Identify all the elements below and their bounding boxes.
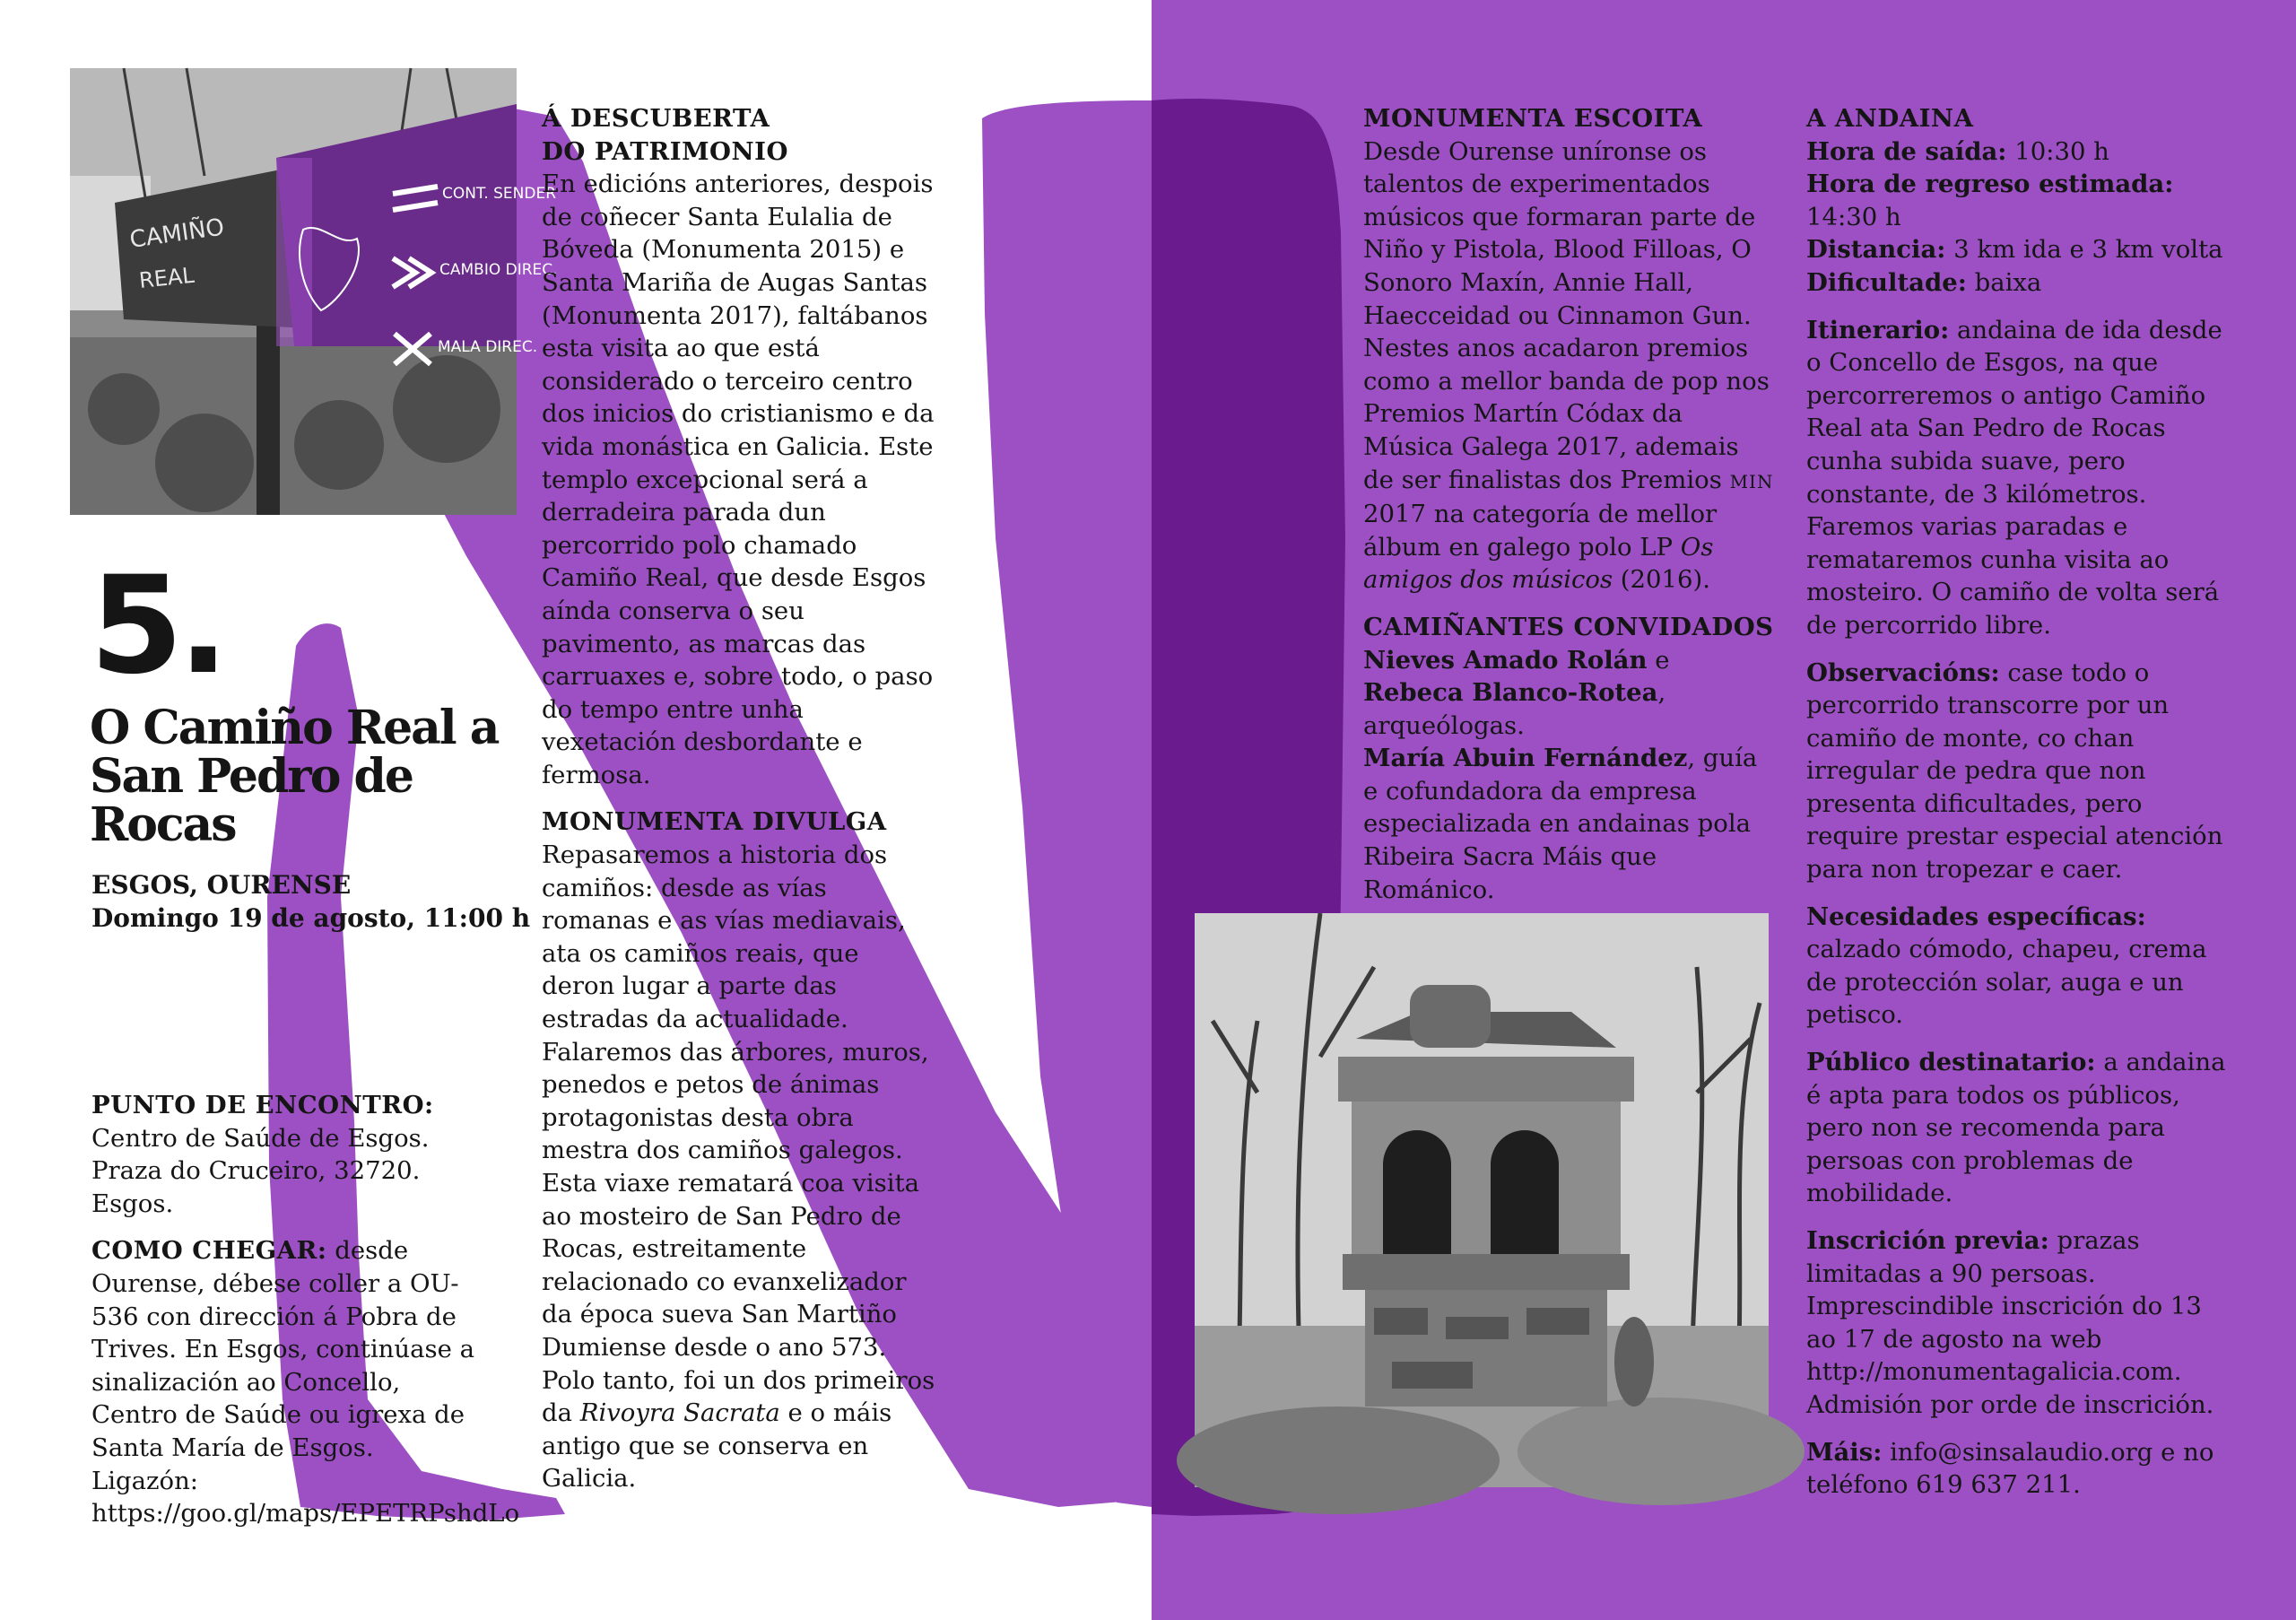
distance-value: 3 km ida e 3 km volta [1945, 235, 2223, 265]
signpost-illustration [70, 68, 558, 515]
directions [91, 1234, 520, 1529]
sign-text-camino: CAMIÑO [127, 213, 226, 254]
discovery-heading-1: Á DESCUBERTA [542, 104, 770, 133]
heritage-column [542, 102, 936, 1510]
more-info [1806, 1436, 2228, 1502]
guests-section [1363, 611, 1776, 906]
practical-info-column [91, 1089, 520, 1545]
signpost-photo [70, 68, 558, 515]
sign-text-mala: MALA DIREC. [438, 338, 538, 356]
event-date: Domingo 19 de agosto, 11:00 h [91, 903, 531, 933]
registration-text: prazas limitadas a 90 persoas. Imprescindible inscrición do 13 ao 17 de agosto na web http://monumentagalicia.com. Admisión por orde de inscrición. [1806, 1226, 2214, 1419]
divulga-italic: Rivoyra Sacrata [579, 1398, 780, 1428]
guest-role-1: , arqueólogas. [1363, 678, 1666, 740]
observations [1806, 657, 2228, 886]
itinerary-label: Itinerario: [1806, 315, 1950, 344]
guest-name-2: Rebeca Blanco-Rotea [1363, 678, 1658, 708]
guest-name-1: Nieves Amado Rolán [1363, 645, 1648, 675]
difficulty-value: baixa [1966, 267, 2042, 297]
difficulty-label: Dificultade: [1806, 267, 1967, 297]
divulga-text-2: e o máis antigo que se conserva en Galicia. [542, 1398, 892, 1494]
guest-role-2: , guía e cofundadora da empresa especializada en andainas pola Ribeira Sacra Máis que Románico. [1363, 744, 1758, 904]
divulga-text-1: Repasaremos a historia dos camiños: desde as vías romanas e as vías mediavais, ata os camiños reais, que deron lugar a parte das estradas da actualidade. Falaremos das árbores, muros, penedos e petos de ánimas protagonistas desta obra mestra dos camiños galegos. Esta viaxe rematará coa visita ao mosteiro de San Pedro de Rocas, estreitamente relacionado co evanxelizador da época sueva San Martiño Dumiense desde o ano 573. Polo tanto, foi un dos primeiros da [542, 840, 935, 1428]
itinerary-text: andaina de ida desde o Concello de Esgos, na que percorreremos o antigo Camiño Real ata San Pedro de Rocas cunha subida suave, pero constante, de 3 kilómetros. Faremos varias paradas e remataremos cunha visita ao mosteiro. O camiño de volta será de percorrido libre. [1806, 315, 2222, 640]
event-location: ESGOS, OURENSE [91, 870, 352, 900]
escoita-italic: Os amigos dos músicos [1363, 532, 1714, 595]
monument-photo [1195, 913, 1769, 1487]
itinerary [1806, 314, 2228, 642]
observations-text: case todo o percorrido transcorre por un camiño de monte, co chan irregular de pedra que non presenta dificultades, pero require prestar especial atención para non tropezar e caer. [1806, 658, 2223, 884]
needs-label: Necesidades específicas: [1806, 901, 2146, 931]
music-column [1363, 102, 1776, 920]
return-label: Hora de regreso estimada: [1806, 170, 2174, 199]
meeting-point [91, 1089, 486, 1220]
observations-label: Observacións: [1806, 658, 2000, 687]
monument-illustration [1195, 913, 1769, 1487]
divulga-section [542, 806, 936, 1494]
audience-text: a andaina é apta para todos os públicos, pero non se recomenda para persoas con problemas de mobilidade. [1806, 1048, 2226, 1208]
divulga-heading: MONUMENTA DIVULGA [542, 807, 887, 837]
audience [1806, 1046, 2228, 1210]
guest-and: e [1647, 645, 1670, 675]
needs-text: calzado cómodo, chapeu, crema de protección solar, auga e un petisco. [1806, 935, 2207, 1030]
more-label: Máis: [1806, 1437, 1883, 1467]
discovery-text: En edicións anteriores, despois de coñecer Santa Eulalia de Bóveda (Monumenta 2015) e Santa Mariña de Augas Santas (Monumenta 2017), faltábanos esta visita ao que está considerado o terceiro centro dos inicios do cristianismo e da vida monástica en Galicia. Este templo excepcional será a derradeira parada dun percorrido polo chamado Camiño Real, que desde Esgos aínda conserva o seu pavimento, as marcas das carruaxes e, sobre todo, o paso do tempo entre unha vexetación desbordante e fermosa. [542, 170, 935, 789]
audience-label: Público destinatario: [1806, 1048, 2096, 1077]
meeting-text: Centro de Saúde de Esgos. Praza do Cruceiro, 32720. Esgos. [91, 1123, 430, 1218]
event-details [91, 868, 530, 935]
andaina-heading: A ANDAINA [1806, 104, 1974, 133]
event-title: O Camiño Real a San Pedro de Rocas [90, 701, 499, 852]
escoita-text-1: Desde Ourense uníronse os talentos de experimentados músicos que formaran parte de Niño y Pistola, Blood Filloas, O Sonoro Maxín, Annie Hall, Haecceidad ou Cinnamon Gun. Nestes anos acadaron premios como a mellor banda de pop nos Premios Martín Códax da Música Galega 2017, ademais de ser finalistas dos Premios [1363, 136, 1770, 494]
escoita-min: MIN [1729, 470, 1774, 492]
meeting-label: PUNTO DE ENCONTRO: [91, 1091, 434, 1119]
sign-text-cont: CONT. SENDER [442, 185, 557, 203]
registration [1806, 1224, 2228, 1422]
more-text: info@sinsalaudio.org e no teléfono 619 637 211. [1806, 1437, 2214, 1500]
andaina-summary [1806, 102, 2228, 300]
directions-text: desde Ourense, débese coller a OU-536 con dirección á Pobra de Trives. En Esgos, continúase a sinalización ao Concello, Centro de Saúde ou igrexa de Santa María de Esgos. Ligazón: https://goo.gl/maps/EPETRPshdLo [91, 1236, 520, 1529]
departure-label: Hora de saída: [1806, 136, 2007, 166]
distance-label: Distancia: [1806, 235, 1946, 265]
sign-text-cambio: CAMBIO DIREC. [439, 261, 558, 279]
return-value: 14:30 h [1806, 202, 1901, 231]
escoita-text-2: 2017 na categoría de mellor álbum en galego polo LP [1363, 500, 1718, 562]
escoita-text-3: (2016). [1613, 565, 1710, 595]
escoita-heading: MONUMENTA ESCOITA [1363, 104, 1703, 133]
directions-label: COMO CHEGAR: [91, 1236, 327, 1266]
andaina-column [1806, 102, 2228, 1516]
sign-text-real: REAL [137, 262, 196, 293]
escoita-section [1363, 102, 1776, 597]
registration-label: Inscrición previa: [1806, 1226, 2049, 1255]
discovery-section [542, 102, 936, 791]
event-number: 5. [90, 548, 224, 704]
needs [1806, 901, 2228, 1032]
discovery-heading-2: DO PATRIMONIO [542, 136, 788, 166]
guests-heading: CAMIÑANTES CONVIDADOS [1363, 612, 1774, 641]
departure-value: 10:30 h [2006, 136, 2109, 166]
guest-name-3: María Abuin Fernández [1363, 744, 1688, 773]
